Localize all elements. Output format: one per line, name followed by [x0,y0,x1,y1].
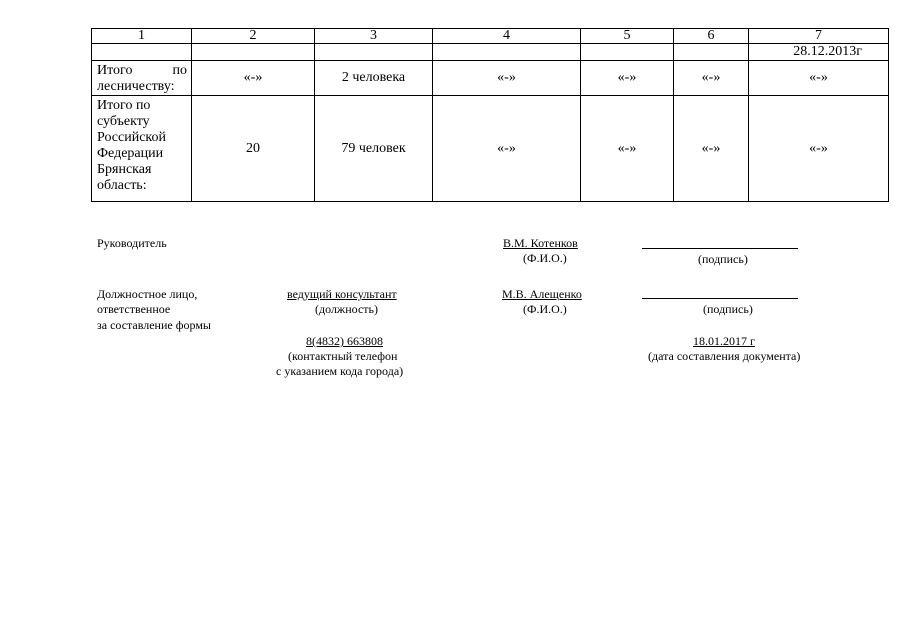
official-name-caption: (Ф.И.О.) [523,302,567,316]
table-cell: «-» [674,61,749,96]
official-position-caption: (должность) [315,302,378,316]
head-signature-caption: (подпись) [698,252,748,266]
table-cell: «-» [581,96,674,202]
contact-phone: 8(4832) 663808 [306,334,383,348]
date-cell: 28.12.2013г [749,44,889,61]
column-number: 6 [674,29,749,44]
table-cell: «-» [192,61,315,96]
head-signature-line [642,248,798,249]
document-date: 18.01.2017 г [693,334,755,348]
column-number: 7 [749,29,889,44]
table-cell: 20 [192,96,315,202]
head-name-caption: (Ф.И.О.) [523,251,567,265]
empty-cell [315,44,433,61]
date-row [92,44,889,61]
table-cell: 79 человек [315,96,433,202]
row-label [92,61,192,96]
phone-caption-line1: (контактный телефон [288,349,398,363]
table-row [92,61,889,96]
column-number: 1 [92,29,192,44]
table-cell: «-» [581,61,674,96]
document-date-caption: (дата составления документа) [648,349,801,363]
column-number: 5 [581,29,674,44]
summary-table [91,28,889,202]
empty-cell [192,44,315,61]
column-number: 3 [315,29,433,44]
official-label-line1: Должностное лицо, [97,287,198,301]
table-cell: «-» [749,96,889,202]
table-row [92,96,889,202]
official-position: ведущий консультант [287,287,397,301]
table-cell: «-» [674,96,749,202]
official-signature-line [642,298,798,299]
official-signature-caption: (подпись) [703,302,753,316]
empty-cell [433,44,581,61]
row-label-word: по [172,63,187,78]
phone-caption-line2: с указанием кода города) [276,364,404,378]
row-label: Итого по субъекту Российской Федерации Брянская область: [92,96,192,202]
table-cell: «-» [749,61,889,96]
table-cell: «-» [433,61,581,96]
column-number: 2 [192,29,315,44]
row-label-word: Итого [97,63,133,78]
table-cell: 2 человека [315,61,433,96]
empty-cell [674,44,749,61]
official-name: М.В. Алещенко [502,287,582,301]
official-label-line2: ответственное [97,302,171,316]
head-label: Руководитель [97,236,167,250]
table-cell: «-» [433,96,581,202]
row-label-line: лесничеству: [97,79,175,94]
empty-cell [581,44,674,61]
column-number-row [92,29,889,44]
column-number: 4 [433,29,581,44]
empty-cell [92,44,192,61]
head-name: В.М. Котенков [503,236,578,250]
official-label-line3: за составление формы [97,318,211,332]
